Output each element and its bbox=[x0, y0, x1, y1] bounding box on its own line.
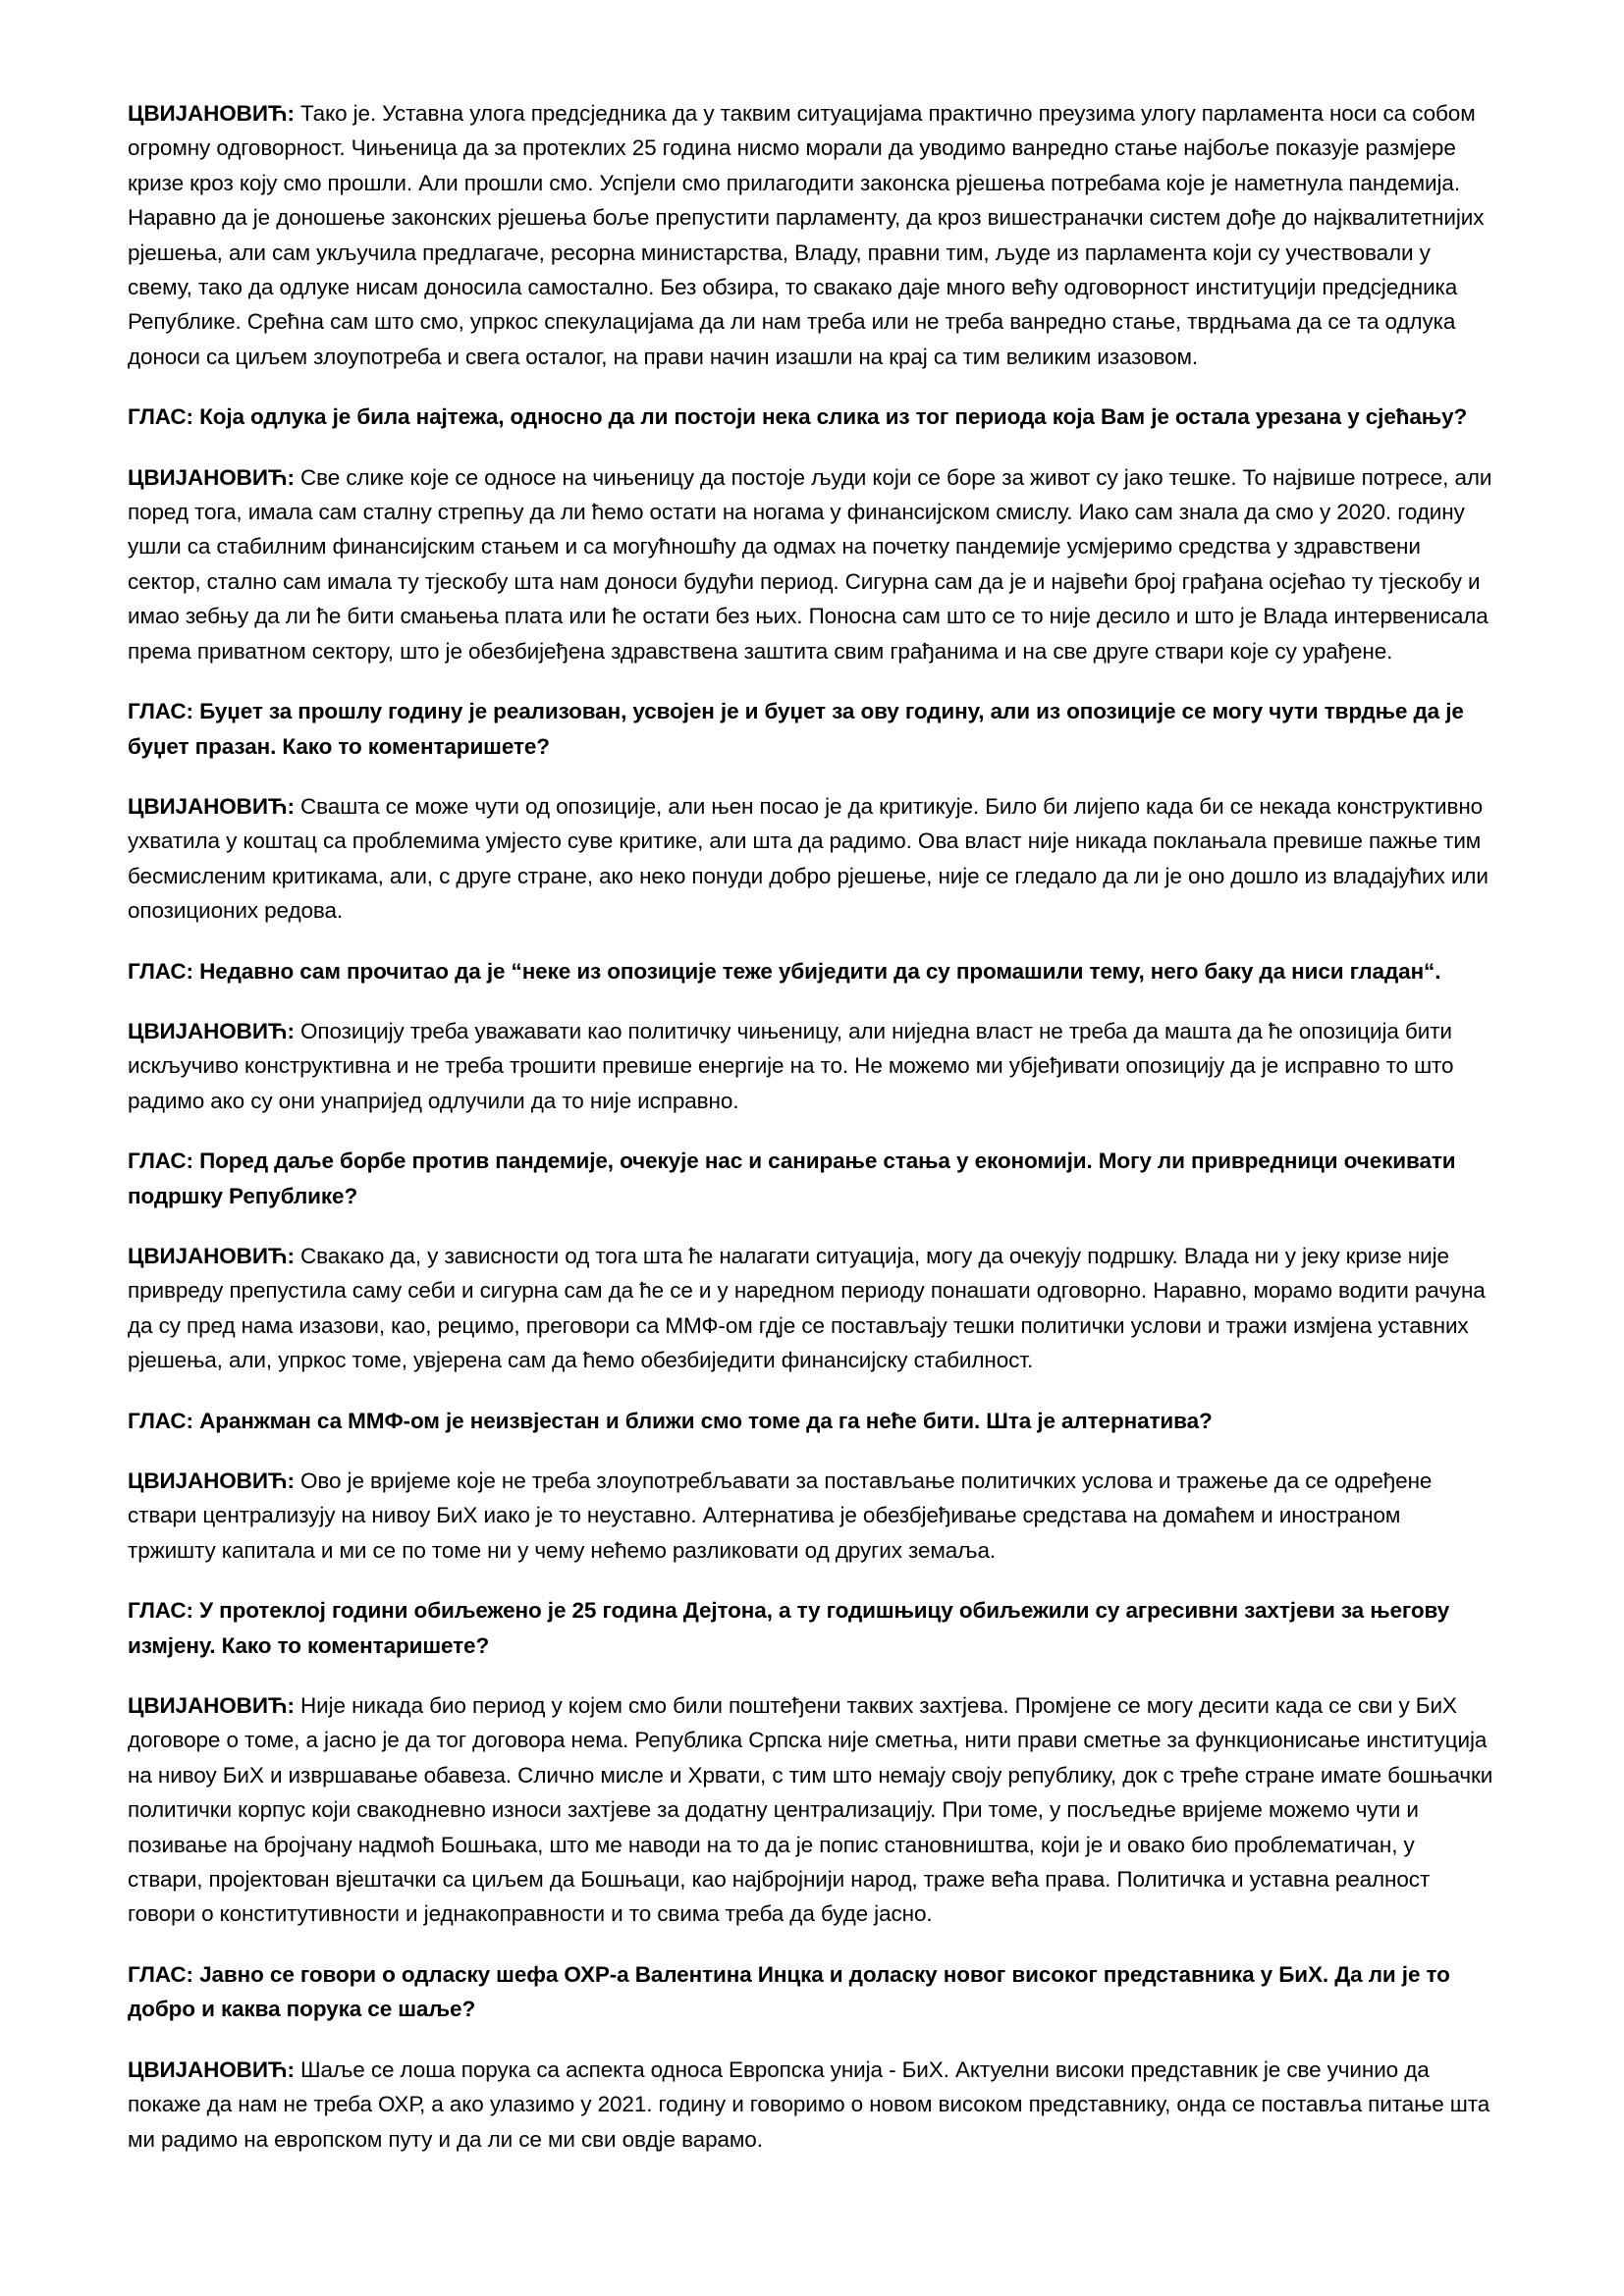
speaker-name: ЦВИЈАНОВИЋ: bbox=[128, 1468, 295, 1493]
answer-text: Шаље се лоша порука са аспекта односа Европска унија - БиХ. Актуелни високи представник је све учинио да покаже да нам не треба ОХР, а ако улазимо у 2021. годину и говоримо о новом високом представнику, онда се поставља питање шта ми радимо на европском путу и да ли се ми сви овдје варамо. bbox=[128, 2056, 1490, 2152]
question-paragraph: ГЛАС: У протеклој години обиљежено је 25 година Дејтона, а ту годишњицу обиљежили су агресивни захтјеви за његову измјену. Како то коментаришете? bbox=[128, 1598, 1450, 1658]
answer-paragraph bbox=[128, 96, 1494, 374]
answer-paragraph bbox=[128, 1688, 1494, 1932]
answer-paragraph bbox=[128, 460, 1494, 668]
answer-paragraph bbox=[128, 1014, 1494, 1118]
answer-text: Ово је вријеме које не треба злоупотребљавати за постављање политичких услова и тражење да се одређене ствари централизују на нивоу БиХ иако је то неуставно. Алтернатива је обезбјеђивање средстава на домаћем и иностраном тржишту капитала и ми се по томе ни у чему нећемо разликовати од других земаља. bbox=[128, 1468, 1433, 1563]
question-paragraph: ГЛАС: Недавно сам прочитао да је “неке из опозиције теже убиједити да су промашили тему, него баку да ниси гладан“. bbox=[128, 958, 1441, 984]
speaker-name: ЦВИЈАНОВИЋ: bbox=[128, 1018, 295, 1043]
answer-paragraph bbox=[128, 2053, 1494, 2157]
answer-text: Све слике које се односе на чињеницу да постоје људи који се боре за живот су јако тешке. То највише потресе, али поред тога, имала сам сталну стрепњу да ли ћемо остати на ногама у финансијском смислу. Иако сам знала да смо у 2020. годину ушли са стабилним финансијским стањем и са могућношћу да одмах на почетку пандемије усмјеримо средства у здравствени сектор, стално сам имала ту тјескобу шта нам доноси будући период. Сигурна сам да је и највећи број грађана осјећао ту тјескобу и имао зебњу да ли ће бити смањења плата или ће остати без њих. Поносна сам што се то није десило и што је Влада интервенисала према приватном сектору, што је обезбијеђена здравствена заштита свим грађанима и на све друге ствари које су урађене. bbox=[128, 464, 1492, 664]
question-paragraph: ГЛАС: Јавно се говори о одласку шефа ОХР-а Валентина Инцка и доласку новог високог представника у БиХ. Да ли је то добро и каква порука се шаље? bbox=[128, 1961, 1450, 2022]
speaker-name: ЦВИЈАНОВИЋ: bbox=[128, 2056, 295, 2082]
speaker-name: ЦВИЈАНОВИЋ: bbox=[128, 1693, 295, 1719]
question-paragraph: ГЛАС: Буџет за прошлу годину је реализован, усвојен је и буџет за ову годину, али из опозиције се могу чути тврдње да је буџет празан. Како то коментаришете? bbox=[128, 699, 1464, 759]
question-paragraph: ГЛАС: Аранжман са ММФ-ом је неизвјестан и ближи смо томе да га неће бити. Шта је алтернатива? bbox=[128, 1408, 1213, 1433]
answer-paragraph bbox=[128, 1464, 1494, 1568]
answer-paragraph bbox=[128, 1239, 1494, 1378]
question-paragraph: ГЛАС: Поред даље борбе против пандемије, очекује нас и санирање стања у економији. Могу ли привредници очекивати подршку Републике? bbox=[128, 1148, 1456, 1208]
answer-text: Опозицију треба уважавати као политичку чињеницу, али ниједна власт не треба да машта да ће опозиција бити искључиво конструктивна и не треба трошити превише енергије на то. Не можемо ми убјеђивати опозицију да је исправно то што радимо ако су они унапријед одлучили да то није исправно. bbox=[128, 1018, 1454, 1113]
speaker-name: ЦВИЈАНОВИЋ: bbox=[128, 793, 295, 819]
answer-text: Тако је. Уставна улога предсједника да у таквим ситуацијама практично преузима улогу парламента носи са собом огромну одговорност. Чињеница да за протеклих 25 година нисмо морали да уводимо ванредно стање најбоље показује размјере кризе кроз коју смо прошли. Али прошли смо. Успјели смо прилагодити законска рјешења потребама које је наметнула пандемија. Наравно да је доношење законских рјешења боље препустити парламенту, да кроз вишестраначки систем дође до најквалитетнијих рјешења, али сам укључила предлагаче, ресорна министарства, Владу, правни тим, људе из парламента који су учествовали у свему, тако да одлуке нисам доносила самостално. Без обзира, то свакако даје много већу одговорност институцији предсједника Републике. Срећна сам што смо, упркос спекулацијама да ли нам треба или не треба ванредно стање, тврдњама да се та одлука доноси са циљем злоупотреба и свега осталог, на прави начин изашли на крај са тим великим изазовом. bbox=[128, 101, 1485, 369]
answer-paragraph bbox=[128, 789, 1494, 929]
answer-text: Није никада био период у којем смо били поштеђени таквих захтјева. Промјене се могу десити када се сви у БиХ договоре о томе, а јасно је да тог договора нема. Република Српска није сметња, нити прави сметње за функционисање институција на нивоу БиХ и извршавање обавеза. Слично мисле и Хрвати, с тим што немају своју републику, док с треће стране имате бошњачки политички корпус који свакодневно износи захтјеве за додатну централизацију. При томе, у посљедње вријеме можемо чути и позивање на бројчану надмоћ Бошњака, што ме наводи на то да је попис становништва, који је и овако био проблематичан, у ствари, пројектован вјештачки са циљем да Бошњаци, као најбројнији народ, траже већа права. Политичка и уставна реалност говори о конститутивности и једнакоправности и то свима треба да буде јасно. bbox=[128, 1693, 1493, 1927]
interview-page bbox=[128, 96, 1494, 2182]
speaker-name: ЦВИЈАНОВИЋ: bbox=[128, 101, 295, 126]
answer-text: Свакако да, у зависности од тога шта ће налагати ситуација, могу да очекују подршку. Влада ни у јеку кризе није привреду препустила саму себи и сигурна сам да ће се и у наредном периоду понашати одговорно. Наравно, морамо водити рачуна да су пред нама изазови, као, рецимо, преговори са ММФ-ом гдје се постављају тешки политички услови и тражи измјена уставних рјешења, али, упркос томе, увјерена сам да ћемо обезбиједити финансијску стабилност. bbox=[128, 1243, 1486, 1373]
answer-text: Свашта се може чути од опозиције, али њен посао је да критикује. Било би лијепо када би се некада конструктивно ухватила у коштац са проблемима умјесто суве критике, али шта да радимо. Ова власт није никада поклањала превише пажње тим бесмисленим критикама, али, с друге стране, ако неко понуди добро рјешење, није се гледало да ли је оно дошло из владајућих или опозиционих редова. bbox=[128, 793, 1489, 924]
speaker-name: ЦВИЈАНОВИЋ: bbox=[128, 464, 295, 490]
speaker-name: ЦВИЈАНОВИЋ: bbox=[128, 1243, 295, 1268]
question-paragraph: ГЛАС: Која одлука је била најтежа, односно да ли постоји нека слика из тог периода која Вам је остала урезана у сјећању? bbox=[128, 404, 1468, 430]
